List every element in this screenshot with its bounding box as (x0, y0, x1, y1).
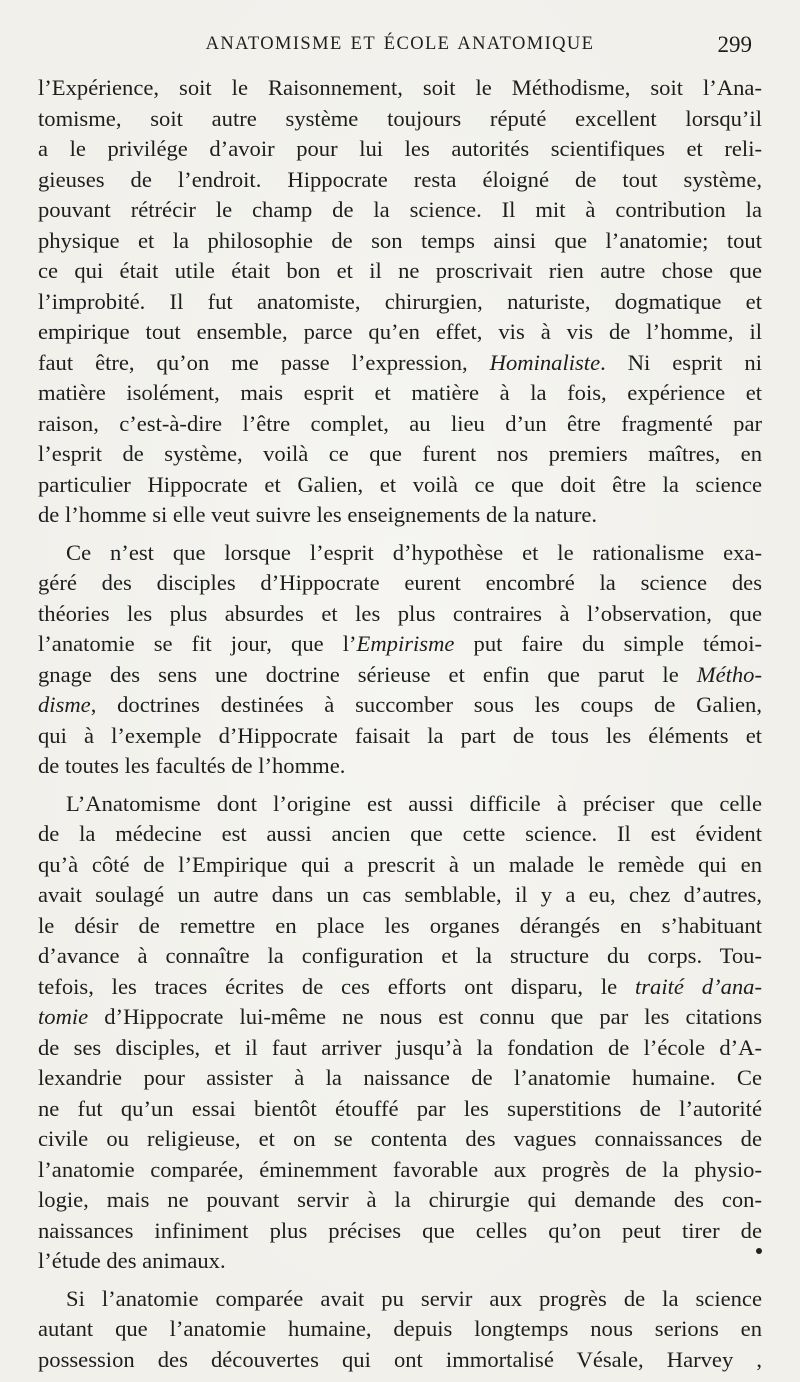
italic-term: Métho- (696, 661, 762, 687)
text-line: ce qui était utile était bon et il ne proscrivait rien autre chose que (38, 258, 762, 283)
ink-speck (756, 1248, 762, 1254)
text-line: gieuses de l’endroit. Hippocrate resta éloigné de tout système, (38, 166, 762, 192)
text-line: géré des disciples d’Hippocrate eurent encombré la science des (38, 570, 762, 595)
text-line: disme, doctrines destinées à succomber sous les coups de Galien, (38, 692, 762, 717)
text-line: qui à l’exemple d’Hippocrate faisait la part de tous les éléments et (38, 722, 762, 748)
paragraph-3 (38, 789, 762, 1277)
text-line: tomie d’Hippocrate lui-même ne nous est connu que par les citations (38, 1004, 762, 1029)
text-line: matière isolément, mais esprit et matière à la fois, expérience et (38, 380, 762, 405)
italic-term: Empirisme (356, 631, 455, 656)
text-line: théories les plus absurdes et les plus contraires à l’observation, que (38, 600, 762, 626)
body-text (38, 73, 762, 1382)
text-line: Si l’anatomie comparée avait pu servir aux progrès de la science (66, 1285, 762, 1311)
text-line: gnage des sens une doctrine sérieuse et enfin que parut le Métho- (38, 661, 762, 687)
text-line: possession des découvertes qui ont immortalisé Vésale, Harvey , (38, 1346, 762, 1372)
text-line: logie, mais ne pouvant servir à la chirurgie qui demande des con- (38, 1187, 762, 1212)
text-line: tefois, les traces écrites de ces efforts ont disparu, le traité d’ana- (38, 973, 762, 999)
text-line: naissances infiniment plus précises que celles qu’on peut tirer de (38, 1217, 762, 1243)
text-line: empirique tout ensemble, parce qu’en effet, vis à vis de l’homme, il (38, 319, 762, 344)
text-line: raison, c’est-à-dire l’être complet, au lieu d’un être fragmenté par (38, 410, 762, 436)
text-line: pouvant rétrécir le champ de la science. Il mit à contribution la (38, 197, 762, 222)
text-line: le désir de remettre en place les organes dérangés en s’habituant (38, 912, 762, 938)
text-line: ne fut qu’un essai bientôt étouffé par les superstitions de l’autorité (38, 1095, 762, 1121)
text-line: d’avance à connaître la configuration et la structure du corps. Tou- (38, 943, 762, 968)
page-number: 299 (717, 32, 752, 57)
text-line: lexandrie pour assister à la naissance de l’anatomie humaine. Ce (38, 1065, 762, 1090)
paragraph-1 (38, 73, 762, 531)
text-line: l’Expérience, soit le Raisonnement, soit le Méthodisme, soit l’Ana- (38, 75, 762, 100)
text-line: l’anatomie comparée, éminemment favorable aux progrès de la physio- (38, 1156, 762, 1182)
text-line: tomisme, soit autre système toujours réputé excellent lorsqu’il (38, 105, 762, 131)
text-line: physique et la philosophie de son temps ainsi que l’anatomie; tout (38, 227, 762, 253)
text-line: de toutes les facultés de l’homme. (38, 753, 346, 778)
text-line: particulier Hippocrate et Galien, et voilà ce que doit être la science (38, 471, 762, 497)
italic-term: tomie (38, 1004, 89, 1029)
paragraph-2 (38, 538, 762, 782)
text-line: autant que l’anatomie humaine, depuis longtemps nous serions en (38, 1316, 762, 1341)
text-line: L’Anatomisme dont l’origine est aussi difficile à préciser que celle (66, 790, 762, 816)
running-head (40, 34, 760, 64)
running-title: ANATOMISME ET ÉCOLE ANATOMIQUE (205, 34, 595, 54)
italic-term: disme (38, 692, 91, 717)
text-line: l’anatomie se fit jour, que l’Empirisme put faire du simple témoi- (38, 631, 762, 656)
text-line: de ses disciples, et il faut arriver jusqu’à la fondation de l’école d’A- (38, 1034, 762, 1060)
text-line: avait soulagé un autre dans un cas semblable, il y a eu, chez d’autres, (38, 882, 762, 907)
text-line: l’improbité. Il fut anatomiste, chirurgien, naturiste, dogmatique et (38, 288, 762, 314)
text-line: de la médecine est aussi ancien que cette science. Il est évident (38, 821, 762, 846)
text-line: l’esprit de système, voilà ce que furent nos premiers maîtres, en (38, 441, 762, 466)
paragraph-4 (38, 1284, 762, 1376)
text-line: civile ou religieuse, et on se contenta des vagues connaissances de (38, 1126, 762, 1151)
text-line: faut être, qu’on me passe l’expression, Hominaliste. Ni esprit ni (38, 349, 762, 375)
text-line: Ce n’est que lorsque l’esprit d’hypothèse et le rationalisme exa- (66, 539, 762, 565)
text-line: qu’à côté de l’Empirique qui a prescrit à un malade le remède qui en (38, 851, 762, 877)
italic-term: traité d’ana- (634, 973, 762, 999)
italic-term: Hominaliste (489, 349, 601, 375)
text-line: l’étude des animaux. (38, 1248, 226, 1273)
text-line: a le privilége d’avoir pour lui les autorités scientifiques et reli- (38, 136, 762, 161)
text-line: de l’homme si elle veut suivre les enseignements de la nature. (38, 502, 598, 527)
